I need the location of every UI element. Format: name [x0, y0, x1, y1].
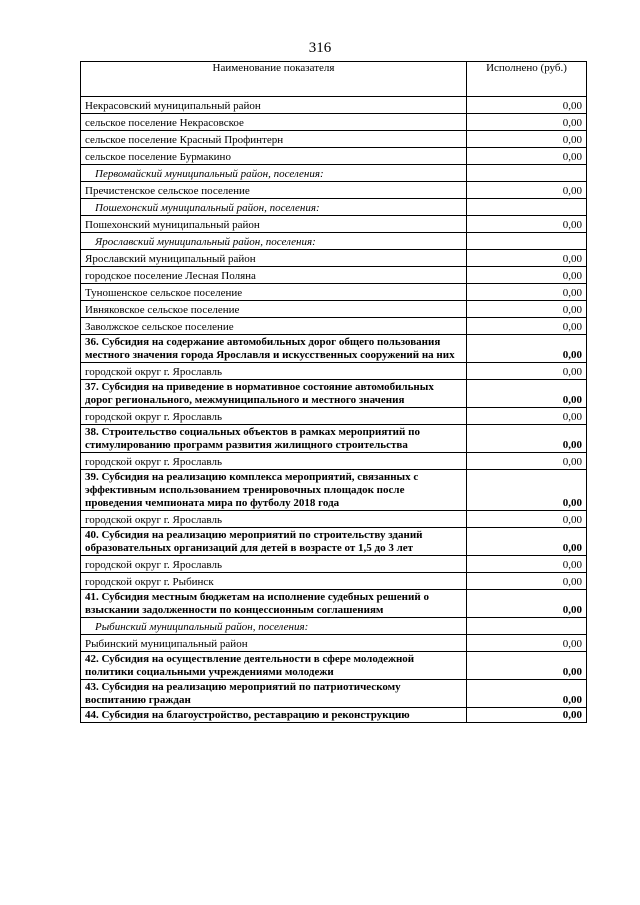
section-row	[81, 708, 587, 723]
row-value: 0,00	[467, 114, 587, 131]
row-value: 0,00	[467, 511, 587, 528]
group-heading-row	[81, 165, 587, 182]
table-row	[81, 511, 587, 528]
row-name: городской округ г. Ярославль	[81, 408, 467, 425]
row-name: 36. Субсидия на содержание автомобильных дорог общего пользования местного значения города Ярославля и искусственных сооружений на них	[81, 335, 467, 363]
row-value: 0,00	[467, 573, 587, 590]
row-name: городское поселение Лесная Поляна	[81, 267, 467, 284]
row-value: 0,00	[467, 590, 587, 618]
row-name: Пошехонский муниципальный район, поселения:	[81, 199, 467, 216]
row-name: 42. Субсидия на осуществление деятельности в сфере молодежной политики социальными учреждениями молодежи	[81, 652, 467, 680]
row-value: 0,00	[467, 556, 587, 573]
row-value: 0,00	[467, 652, 587, 680]
row-name: 41. Субсидия местным бюджетам на исполнение судебных решений о взыскании задолженности по концессионным соглашениям	[81, 590, 467, 618]
section-row	[81, 528, 587, 556]
row-name: 40. Субсидия на реализацию мероприятий по строительству зданий образовательных организаций для детей в возрасте от 1,5 до 3 лет	[81, 528, 467, 556]
table-row	[81, 408, 587, 425]
table-row	[81, 131, 587, 148]
group-heading-row	[81, 199, 587, 216]
table-row	[81, 284, 587, 301]
section-row	[81, 652, 587, 680]
row-value	[467, 165, 587, 182]
row-value: 0,00	[467, 216, 587, 233]
row-name: 37. Субсидия на приведение в нормативное состояние автомобильных дорог регионального, межмуниципального и местного значения	[81, 380, 467, 408]
row-name: Первомайский муниципальный район, поселения:	[81, 165, 467, 182]
table-row	[81, 250, 587, 267]
row-value: 0,00	[467, 250, 587, 267]
row-name: Рыбинский муниципальный район, поселения:	[81, 618, 467, 635]
row-value: 0,00	[467, 680, 587, 708]
header-name: Наименование показателя	[81, 62, 467, 97]
row-name: 39. Субсидия на реализацию комплекса мероприятий, связанных с эффективным использованием тренировочных площадок после проведения чемпионата мира по футболу 2018 года	[81, 470, 467, 511]
group-heading-row	[81, 618, 587, 635]
report-table	[80, 61, 587, 723]
row-value	[467, 618, 587, 635]
row-name: городской округ г. Ярославль	[81, 556, 467, 573]
group-heading-row	[81, 233, 587, 250]
section-row	[81, 335, 587, 363]
row-name: Туношенское сельское поселение	[81, 284, 467, 301]
table-row	[81, 318, 587, 335]
row-value	[467, 199, 587, 216]
row-value: 0,00	[467, 708, 587, 723]
row-value: 0,00	[467, 380, 587, 408]
row-name: Пошехонский муниципальный район	[81, 216, 467, 233]
table-row	[81, 114, 587, 131]
row-name: 43. Субсидия на реализацию мероприятий по патриотическому воспитанию граждан	[81, 680, 467, 708]
header-value: Исполнено (руб.)	[467, 62, 587, 97]
row-value	[467, 233, 587, 250]
row-name: Пречистенское сельское поселение	[81, 182, 467, 199]
row-name: городской округ г. Ярославль	[81, 453, 467, 470]
row-name: Ярославский муниципальный район, поселения:	[81, 233, 467, 250]
table-row	[81, 267, 587, 284]
table-row	[81, 148, 587, 165]
row-name: 38. Строительство социальных объектов в рамках мероприятий по стимулированию программ развития жилищного строительства	[81, 425, 467, 453]
row-value: 0,00	[467, 267, 587, 284]
row-value: 0,00	[467, 528, 587, 556]
table-row	[81, 573, 587, 590]
row-name: городской округ г. Ярославль	[81, 511, 467, 528]
section-row	[81, 380, 587, 408]
table-row	[81, 182, 587, 199]
row-name: городской округ г. Ярославль	[81, 363, 467, 380]
table-row	[81, 635, 587, 652]
row-value: 0,00	[467, 425, 587, 453]
row-value: 0,00	[467, 408, 587, 425]
row-name: городской округ г. Рыбинск	[81, 573, 467, 590]
row-value: 0,00	[467, 284, 587, 301]
row-value: 0,00	[467, 148, 587, 165]
section-row	[81, 590, 587, 618]
row-value: 0,00	[467, 635, 587, 652]
row-name: Рыбинский муниципальный район	[81, 635, 467, 652]
row-name: Ярославский муниципальный район	[81, 250, 467, 267]
table-header-row	[81, 62, 587, 97]
row-value: 0,00	[467, 453, 587, 470]
table-row	[81, 97, 587, 114]
table-row	[81, 216, 587, 233]
table-row	[81, 301, 587, 318]
table-row	[81, 363, 587, 380]
row-name: Ивняковское сельское поселение	[81, 301, 467, 318]
row-value: 0,00	[467, 97, 587, 114]
page-number: 316	[308, 40, 332, 56]
row-name: 44. Субсидия на благоустройство, реставрацию и реконструкцию	[81, 708, 467, 723]
row-name: Некрасовский муниципальный район	[81, 97, 467, 114]
row-value: 0,00	[467, 363, 587, 380]
table-row	[81, 453, 587, 470]
section-row	[81, 470, 587, 511]
row-value: 0,00	[467, 301, 587, 318]
row-name: Заволжское сельское поселение	[81, 318, 467, 335]
row-value: 0,00	[467, 182, 587, 199]
row-value: 0,00	[467, 131, 587, 148]
row-name: сельское поселение Красный Профинтерн	[81, 131, 467, 148]
table-row	[81, 556, 587, 573]
section-row	[81, 425, 587, 453]
row-value: 0,00	[467, 318, 587, 335]
row-name: сельское поселение Бурмакино	[81, 148, 467, 165]
row-value: 0,00	[467, 335, 587, 363]
row-value: 0,00	[467, 470, 587, 511]
section-row	[81, 680, 587, 708]
row-name: сельское поселение Некрасовское	[81, 114, 467, 131]
